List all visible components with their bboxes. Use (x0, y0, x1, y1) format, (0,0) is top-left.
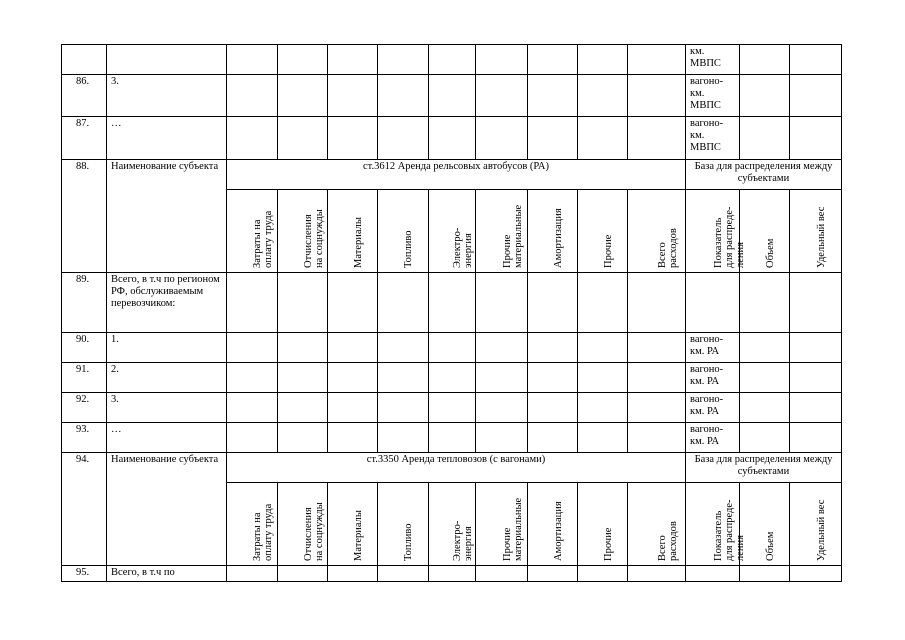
column-header: Всего расходов (628, 483, 686, 566)
column-header: Прочие (578, 190, 628, 273)
column-header: Топливо (378, 483, 429, 566)
base-header: База для распределения между субъектами (686, 453, 842, 483)
row-name: … (107, 423, 227, 453)
table-row (62, 333, 842, 363)
row-name: 1. (107, 333, 227, 363)
column-header: Материалы (328, 190, 378, 273)
column-header: Прочие (578, 483, 628, 566)
column-header: Материалы (328, 483, 378, 566)
row-number: 88. (62, 160, 107, 273)
column-header: Топливо (378, 190, 429, 273)
row-name: Всего, в т.ч по регионом РФ, обслуживаемым перевозчиком: (107, 273, 227, 333)
base-column-header: Показатель для распреде- ления (686, 483, 740, 566)
row-name: 2. (107, 363, 227, 393)
unit-cell: вагоно- км. РА (686, 393, 740, 423)
section-header-row (62, 160, 842, 190)
row-name: 3. (107, 75, 227, 117)
unit-cell: вагоно- км. МВПС (686, 75, 740, 117)
unit-cell: вагоно- км. РА (686, 423, 740, 453)
column-header: Прочие материальные (476, 190, 528, 273)
subject-name-header: Наименование субъекта (107, 453, 227, 566)
base-column-header: Показатель для распреде- ления (686, 190, 740, 273)
row-number: 92. (62, 393, 107, 423)
section-title: ст.3350 Аренда тепловозов (с вагонами) (227, 453, 686, 483)
row-number: 87. (62, 117, 107, 160)
column-header: Отчисления на соцнужды (278, 190, 328, 273)
column-header: Амортизация (528, 190, 578, 273)
row-number: 95. (62, 566, 107, 582)
unit-cell: км. МВПС (686, 45, 740, 75)
section-header-row (62, 453, 842, 483)
row-number: 93. (62, 423, 107, 453)
table-row (62, 363, 842, 393)
table-row (62, 45, 842, 75)
column-header: Всего расходов (628, 190, 686, 273)
column-header: Отчисления на соцнужды (278, 483, 328, 566)
table-row (62, 393, 842, 423)
unit-cell: вагоно- км. МВПС (686, 117, 740, 160)
row-name: … (107, 117, 227, 160)
row-number: 86. (62, 75, 107, 117)
base-column-header: Объем (740, 483, 790, 566)
column-header: Затраты на оплату труда (227, 190, 278, 273)
row-name: 3. (107, 393, 227, 423)
table-row (62, 273, 842, 333)
row-number: 94. (62, 453, 107, 566)
section-title: ст.3612 Аренда рельсовых автобусов (РА) (227, 160, 686, 190)
row-number: 91. (62, 363, 107, 393)
column-header: Прочие материальные (476, 483, 528, 566)
column-header: Электро- энергия (429, 190, 476, 273)
column-header: Электро- энергия (429, 483, 476, 566)
base-header: База для распределения между субъектами (686, 160, 842, 190)
base-column-header: Удельный вес (790, 190, 842, 273)
subject-name-header: Наименование субъекта (107, 160, 227, 273)
unit-cell: вагоно- км. РА (686, 333, 740, 363)
expense-distribution-table (61, 44, 842, 582)
unit-cell: вагоно- км. РА (686, 363, 740, 393)
column-header: Затраты на оплату труда (227, 483, 278, 566)
row-name: Всего, в т.ч по (107, 566, 227, 582)
table-row (62, 566, 842, 582)
table-row (62, 423, 842, 453)
row-number: 90. (62, 333, 107, 363)
table-row (62, 75, 842, 117)
row-number: 89. (62, 273, 107, 333)
base-column-header: Удельный вес (790, 483, 842, 566)
base-column-header: Объем (740, 190, 790, 273)
table-row (62, 117, 842, 160)
column-header: Амортизация (528, 483, 578, 566)
